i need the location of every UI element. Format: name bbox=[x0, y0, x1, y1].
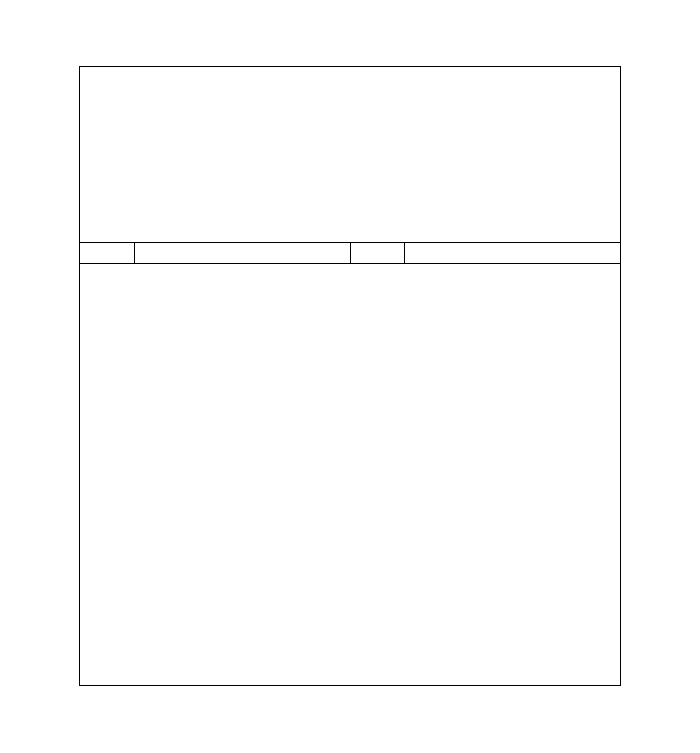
pin-table bbox=[80, 242, 620, 264]
header-pin-no-right bbox=[350, 243, 404, 264]
connector-frame bbox=[79, 66, 621, 686]
table-header-row bbox=[80, 243, 620, 264]
connector-diagram bbox=[80, 67, 620, 242]
header-description-left bbox=[134, 243, 350, 264]
connector-drawing bbox=[80, 67, 620, 207]
header-description-right bbox=[404, 243, 620, 264]
header-pin-no-left bbox=[80, 243, 134, 264]
